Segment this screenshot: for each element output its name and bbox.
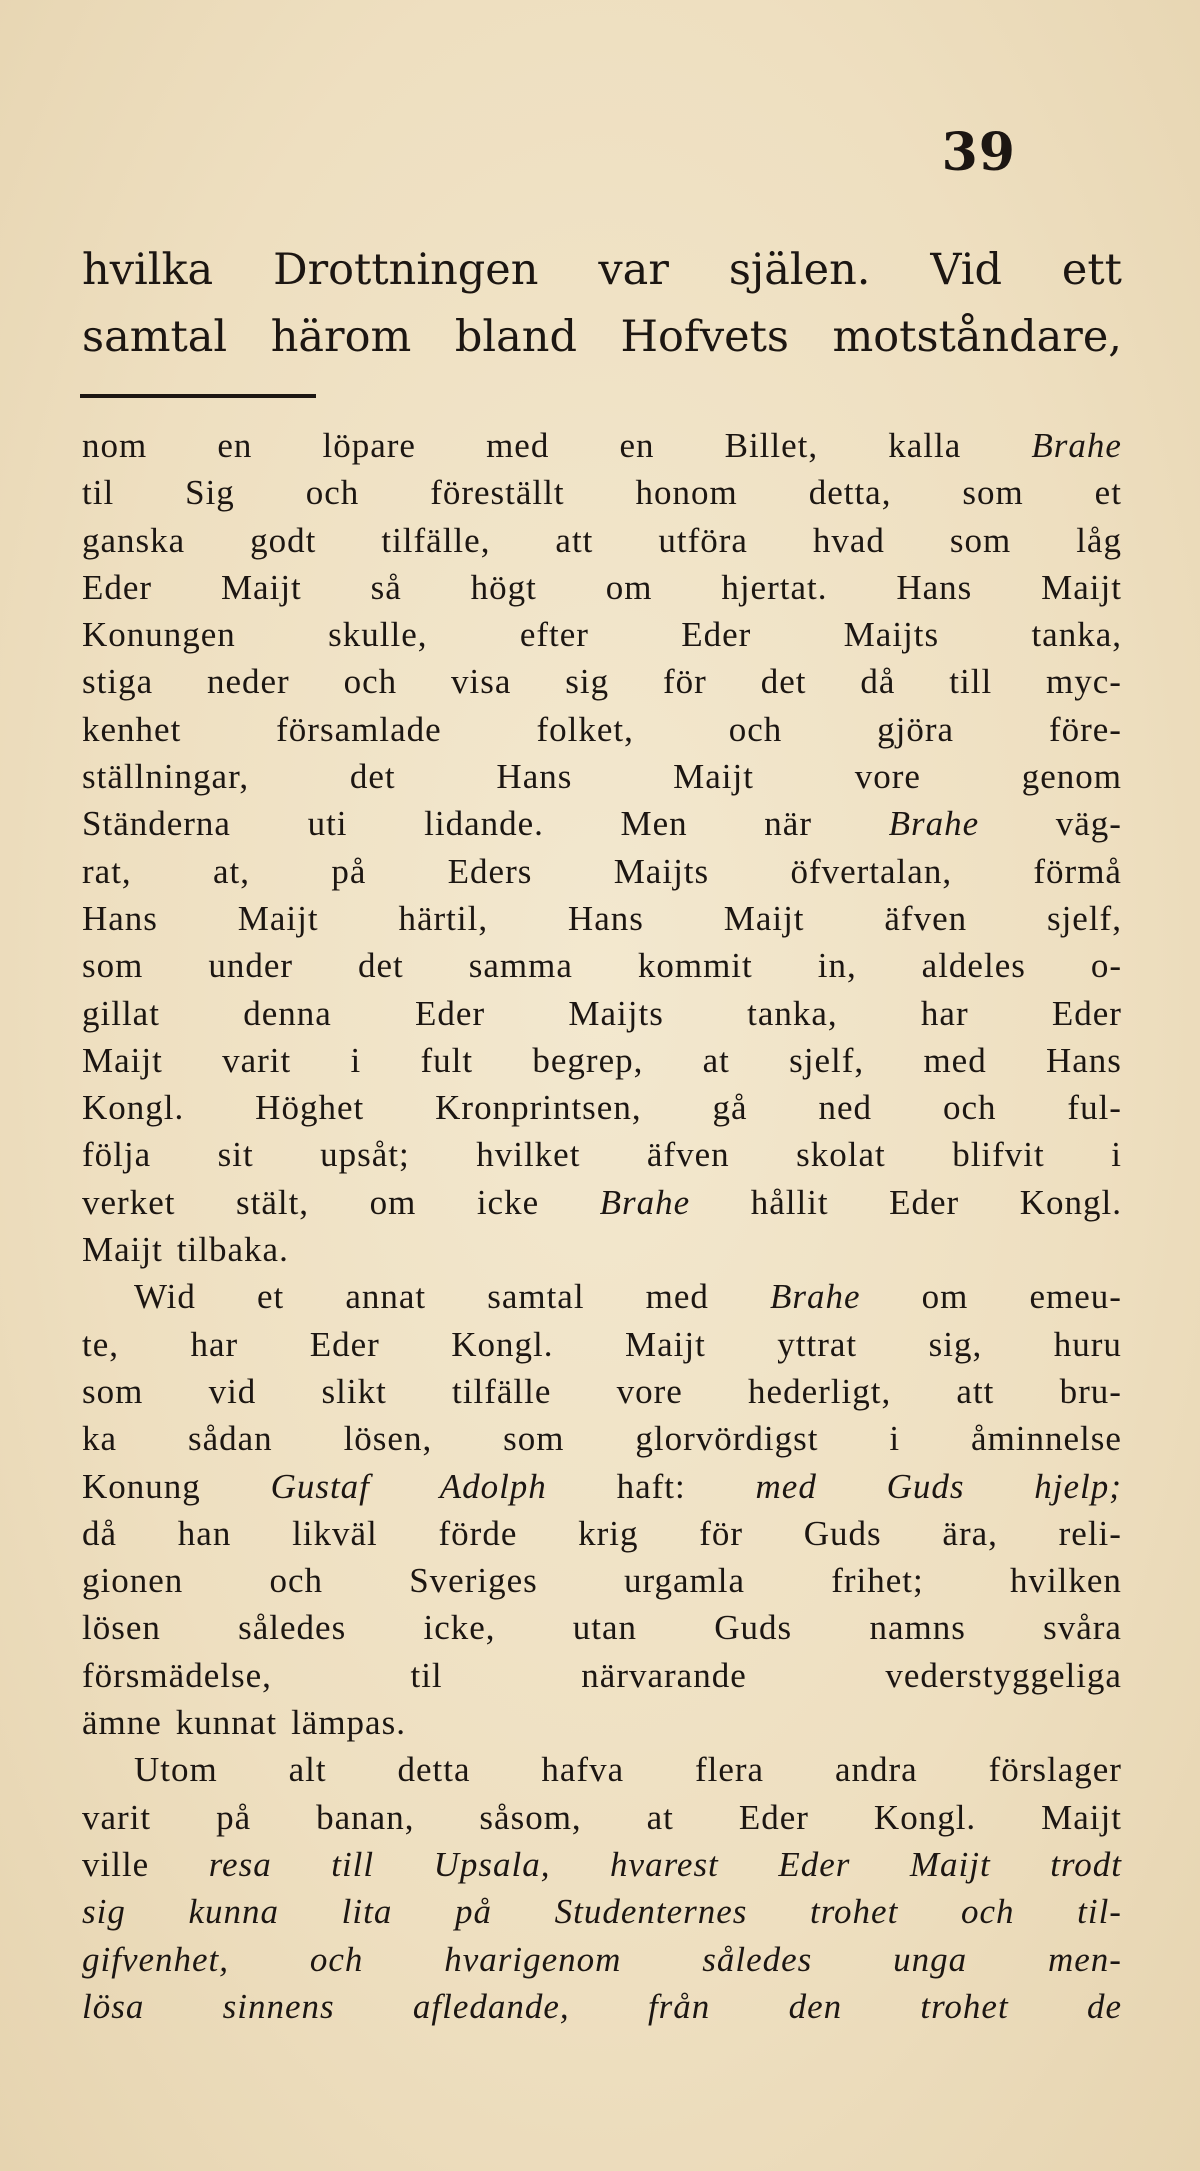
footnote-line	[82, 1467, 1122, 1514]
word: uti	[307, 804, 348, 844]
word: Kongl.	[873, 1797, 977, 1837]
word: Maijt	[624, 1324, 706, 1364]
word: motståndare,	[832, 312, 1122, 362]
word: har	[920, 993, 969, 1033]
word: Eder	[415, 993, 486, 1033]
footnote-line	[82, 1798, 1122, 1845]
word: begrep,	[532, 1040, 644, 1080]
word: närvarande	[581, 1655, 747, 1695]
word: Wid	[134, 1277, 196, 1317]
word: Kongl.	[451, 1324, 554, 1364]
word: Brahe	[599, 1182, 691, 1222]
word: varit	[82, 1797, 152, 1837]
word: alt	[288, 1750, 327, 1790]
word: då	[82, 1513, 118, 1553]
word: samtal	[487, 1277, 585, 1317]
word: skolat	[796, 1135, 886, 1175]
word: gå	[712, 1088, 748, 1128]
word: honom	[635, 473, 738, 513]
word: kenhet	[82, 709, 182, 749]
word: hjertat.	[721, 567, 828, 607]
word: trohet	[920, 1986, 1009, 2026]
word: svåra	[1043, 1608, 1122, 1648]
footnote-line	[82, 946, 1122, 993]
word: och	[942, 1088, 997, 1128]
word: Eder	[82, 567, 153, 607]
word: visa	[451, 662, 512, 702]
word: att	[555, 520, 594, 560]
word: sig,	[928, 1324, 983, 1364]
word: och	[269, 1561, 324, 1601]
footnote-line	[82, 662, 1122, 709]
footnote-line	[82, 1608, 1122, 1655]
word: sådan	[187, 1419, 273, 1459]
word: namns	[869, 1608, 966, 1648]
word: urgamla	[623, 1561, 746, 1601]
word: Ständerna	[82, 804, 231, 844]
word: Maijts	[613, 851, 710, 891]
word: sit	[217, 1135, 254, 1175]
footnote-line	[82, 710, 1122, 757]
word: ned	[818, 1088, 873, 1128]
word: före-	[1048, 709, 1122, 749]
word: Vid	[930, 245, 1002, 295]
word: sjelf,	[789, 1040, 865, 1080]
word: Upsala,	[433, 1844, 551, 1884]
word: och	[309, 1939, 364, 1979]
word: reli-	[1058, 1513, 1122, 1553]
word: upsåt;	[320, 1135, 410, 1175]
word: ställningar,	[82, 757, 250, 797]
word: detta	[397, 1750, 471, 1790]
footnote-line	[82, 804, 1122, 851]
word: som	[82, 946, 144, 986]
word: sig	[82, 1892, 126, 1932]
footnote-line	[82, 1892, 1122, 1939]
word: til-	[1077, 1892, 1122, 1932]
word: annat	[345, 1277, 427, 1317]
word: Maijt	[82, 1230, 163, 1270]
word: själen.	[728, 245, 871, 295]
word: vore	[854, 757, 921, 797]
word: en	[619, 426, 655, 465]
word: kalla	[888, 426, 962, 465]
word: på	[331, 851, 367, 891]
word: hvilken	[1009, 1561, 1122, 1601]
word: et	[256, 1277, 285, 1317]
word: förde	[438, 1513, 518, 1553]
word: på	[454, 1892, 492, 1932]
word: kunna	[188, 1892, 280, 1932]
word: genom	[1021, 757, 1122, 797]
word: utföra	[658, 520, 748, 560]
word: gillat	[82, 993, 160, 1033]
word: hvilket	[476, 1135, 581, 1175]
word: sjelf,	[1046, 898, 1122, 938]
footnote-line	[82, 1656, 1122, 1703]
word: lidande.	[424, 804, 544, 844]
word: så	[370, 567, 402, 607]
word: tanka,	[747, 993, 838, 1033]
word: gifvenhet,	[82, 1939, 230, 1979]
footnote-line	[82, 1987, 1122, 2034]
word: hvilka	[82, 245, 214, 295]
word: det	[760, 662, 807, 702]
word: skulle,	[328, 615, 428, 655]
word: haft:	[616, 1466, 686, 1506]
footnote-line	[82, 1135, 1122, 1182]
word: myc-	[1046, 662, 1122, 702]
word: det	[349, 757, 396, 797]
word: under	[208, 946, 294, 986]
footnote-line	[82, 899, 1122, 946]
word: Sveriges	[409, 1561, 538, 1601]
word: ganska	[82, 520, 186, 560]
word: rat,	[82, 851, 132, 891]
word: til	[82, 473, 115, 513]
word: Maijt	[82, 1040, 163, 1080]
word: Hans	[1045, 1040, 1122, 1080]
word: icke	[476, 1182, 540, 1222]
word: lämpas.	[291, 1703, 406, 1743]
word: Hans	[567, 898, 644, 938]
word: hvad	[812, 520, 885, 560]
word: Maijt	[1041, 1797, 1122, 1837]
word: Eders	[447, 851, 533, 891]
word: Eder	[738, 1797, 809, 1837]
word: resa	[208, 1844, 272, 1884]
word: kunnat	[175, 1703, 278, 1743]
word: hjelp;	[1034, 1466, 1122, 1506]
word: lita	[341, 1892, 393, 1932]
word: at	[646, 1797, 674, 1837]
word: hafva	[541, 1750, 625, 1790]
word: en	[217, 426, 253, 465]
top-line	[82, 245, 1122, 312]
word: ämne	[82, 1703, 162, 1743]
word: på	[216, 1797, 252, 1837]
word: Hofvets	[620, 312, 789, 362]
word: efter	[519, 615, 589, 655]
word: o-	[1090, 946, 1122, 986]
word: banan,	[316, 1797, 415, 1837]
word: Men	[620, 804, 688, 844]
word: lösa	[82, 1986, 145, 2026]
word: och	[305, 473, 360, 513]
word: som	[949, 520, 1012, 560]
footnote-divider	[80, 394, 316, 398]
footnote-line	[82, 1750, 1122, 1797]
word: föreställt	[430, 473, 565, 513]
word: hederligt,	[748, 1371, 892, 1411]
word: Drottningen	[273, 245, 539, 295]
word: Adolph	[439, 1466, 547, 1506]
word: till	[949, 662, 993, 702]
word: och	[343, 662, 398, 702]
word: hvarest	[610, 1844, 719, 1884]
top-line	[82, 312, 1122, 379]
word: härom	[270, 312, 412, 362]
word: Eder	[681, 615, 752, 655]
word: tilfälle	[452, 1371, 552, 1411]
word: stält,	[235, 1182, 310, 1222]
word: trohet	[810, 1892, 899, 1932]
word: utan	[572, 1608, 638, 1648]
word: Konung	[82, 1466, 201, 1506]
word: från	[647, 1986, 711, 2026]
word: lösen	[82, 1608, 161, 1648]
word: att	[956, 1371, 995, 1411]
word: ära,	[942, 1513, 998, 1553]
word: emeu-	[1029, 1277, 1122, 1317]
word: Billet,	[724, 426, 819, 465]
word: med	[645, 1277, 709, 1317]
word: Brahe	[1031, 426, 1122, 465]
word: äfven	[884, 898, 968, 938]
footnote-line	[82, 1940, 1122, 1987]
word: krig	[578, 1513, 639, 1553]
word: som	[82, 1371, 144, 1411]
word: Eder	[778, 1844, 851, 1884]
footnote-line	[82, 1277, 1122, 1324]
word: när	[764, 804, 812, 844]
word: fult	[420, 1040, 474, 1080]
word: äfven	[646, 1135, 730, 1175]
word: med	[923, 1040, 987, 1080]
word: Konungen	[82, 615, 236, 655]
word: afledande,	[412, 1986, 570, 2026]
word: Hans	[496, 757, 573, 797]
word: gionen	[82, 1561, 184, 1601]
word: med	[486, 426, 550, 465]
word: ka	[82, 1419, 118, 1459]
word: och	[728, 709, 783, 749]
word: Höghet	[255, 1088, 365, 1128]
word: öfvertalan,	[790, 851, 953, 891]
word: Guds	[886, 1466, 965, 1506]
footnote-line	[82, 1088, 1122, 1135]
word: tanka,	[1031, 615, 1122, 655]
word: Maijts	[568, 993, 664, 1033]
footnote-line	[82, 473, 1122, 520]
word: högt	[470, 567, 537, 607]
word: den	[788, 1986, 843, 2026]
word: likväl	[292, 1513, 378, 1553]
main-text-block	[82, 245, 1122, 379]
word: Sig	[185, 473, 235, 513]
word: låg	[1076, 520, 1122, 560]
word: då	[860, 662, 896, 702]
word: om	[605, 567, 653, 607]
word: ett	[1061, 245, 1122, 295]
footnote-line	[82, 1230, 1122, 1277]
word: Kongl.	[1019, 1182, 1122, 1222]
word: i	[1111, 1135, 1122, 1175]
word: folket,	[536, 709, 634, 749]
footnote-line	[82, 521, 1122, 568]
word: glorvördigst	[635, 1419, 819, 1459]
word: följa	[82, 1135, 152, 1175]
word: med	[755, 1466, 817, 1506]
word: gjöra	[877, 709, 955, 749]
word: lösen,	[343, 1419, 433, 1459]
word: var	[598, 245, 669, 295]
word: vederstyggeliga	[885, 1655, 1122, 1695]
word: andra	[834, 1750, 918, 1790]
word: Utom	[134, 1750, 218, 1790]
word: i	[889, 1419, 901, 1459]
word: och	[960, 1892, 1015, 1932]
word: till	[331, 1844, 375, 1884]
word: de	[1086, 1986, 1122, 2026]
word: blifvit	[952, 1135, 1045, 1175]
word: icke,	[423, 1608, 496, 1648]
footnote-line	[82, 1325, 1122, 1372]
footnote-line	[82, 1514, 1122, 1561]
word: som	[962, 473, 1024, 513]
word: Maijt	[220, 567, 302, 607]
word: Kongl.	[82, 1088, 185, 1128]
word: Hans	[82, 898, 158, 938]
word: således	[702, 1939, 813, 1979]
word: flera	[694, 1750, 765, 1790]
word: men-	[1047, 1939, 1122, 1979]
word: vid	[208, 1371, 257, 1411]
word: Eder	[309, 1324, 380, 1364]
word: denna	[243, 993, 332, 1033]
word: har	[190, 1324, 239, 1364]
word: Gustaf	[270, 1466, 370, 1506]
word: at,	[212, 851, 250, 891]
word: Kronprintsen,	[435, 1088, 642, 1128]
word: detta,	[808, 473, 892, 513]
word: aldeles	[921, 946, 1026, 986]
word: Maijt	[909, 1844, 991, 1884]
word: sig	[565, 662, 610, 702]
word: slikt	[321, 1371, 387, 1411]
word: således	[238, 1608, 347, 1648]
word: Eder	[1051, 993, 1122, 1033]
footnote-line	[82, 1183, 1122, 1230]
word: til	[410, 1655, 443, 1695]
word: hvarigenom	[444, 1939, 622, 1979]
word: det	[358, 946, 404, 986]
word: Guds	[803, 1513, 882, 1553]
word: huru	[1053, 1324, 1122, 1364]
footnote-line	[82, 852, 1122, 899]
word: godt	[250, 520, 317, 560]
footnote-line	[82, 1561, 1122, 1608]
word: ful-	[1067, 1088, 1122, 1128]
word: in,	[817, 946, 857, 986]
word: i	[350, 1040, 362, 1080]
word: bru-	[1059, 1371, 1122, 1411]
word: löpare	[322, 426, 416, 465]
footnote-line	[82, 1419, 1122, 1466]
word: et	[1094, 473, 1122, 513]
word: förmå	[1033, 851, 1122, 891]
footnote-line	[82, 1372, 1122, 1419]
word: frihet;	[831, 1561, 924, 1601]
word: Eder	[889, 1182, 960, 1222]
word: trodt	[1050, 1844, 1122, 1884]
word: varit	[222, 1040, 292, 1080]
word: tilfälle,	[381, 520, 491, 560]
footnote-line	[82, 568, 1122, 615]
word: te,	[82, 1324, 120, 1364]
word: Brahe	[770, 1277, 861, 1317]
footnote-line	[82, 615, 1122, 662]
page-number: 39	[941, 122, 1016, 183]
word: han	[177, 1513, 232, 1553]
footnote-line	[82, 426, 1122, 473]
word: kommit	[637, 946, 753, 986]
word: för	[699, 1513, 744, 1553]
word: verket	[82, 1182, 176, 1222]
word: bland	[454, 312, 577, 362]
word: ville	[82, 1844, 150, 1884]
word: som	[503, 1419, 565, 1459]
word: samtal	[82, 312, 228, 362]
footnote-line	[82, 994, 1122, 1041]
word: nom	[82, 426, 148, 465]
footnote-line	[82, 1041, 1122, 1088]
word: yttrat	[777, 1324, 858, 1364]
word: försmädelse,	[82, 1655, 272, 1695]
word: neder	[206, 662, 290, 702]
word: unga	[893, 1939, 968, 1979]
footnote-line	[82, 757, 1122, 804]
word: samma	[468, 946, 573, 986]
word: Maijt	[237, 898, 319, 938]
footnote-line	[82, 1703, 1122, 1750]
word: Maijt	[1041, 567, 1122, 607]
word: vore	[616, 1371, 683, 1411]
word: väg-	[1055, 804, 1122, 844]
word: hållit	[750, 1182, 829, 1222]
word: Maijt	[673, 757, 754, 797]
word: förslager	[988, 1750, 1122, 1790]
word: härtil,	[398, 898, 489, 938]
word: Guds	[714, 1608, 793, 1648]
word: at	[702, 1040, 730, 1080]
word: Hans	[896, 567, 973, 607]
word: församlade	[276, 709, 442, 749]
word: stiga	[82, 662, 154, 702]
word: om	[369, 1182, 417, 1222]
word: Maijts	[843, 615, 940, 655]
word: Brahe	[888, 804, 980, 844]
footnote-text-block	[82, 426, 1122, 2034]
footnote-line	[82, 1845, 1122, 1892]
word: såsom,	[479, 1797, 582, 1837]
word: om	[921, 1277, 969, 1317]
word: åminnelse	[971, 1419, 1122, 1459]
word: Maijt	[723, 898, 805, 938]
word: för	[663, 662, 707, 702]
word: sinnens	[222, 1986, 335, 2026]
word: tilbaka.	[176, 1230, 289, 1270]
word: Studenternes	[554, 1892, 748, 1932]
